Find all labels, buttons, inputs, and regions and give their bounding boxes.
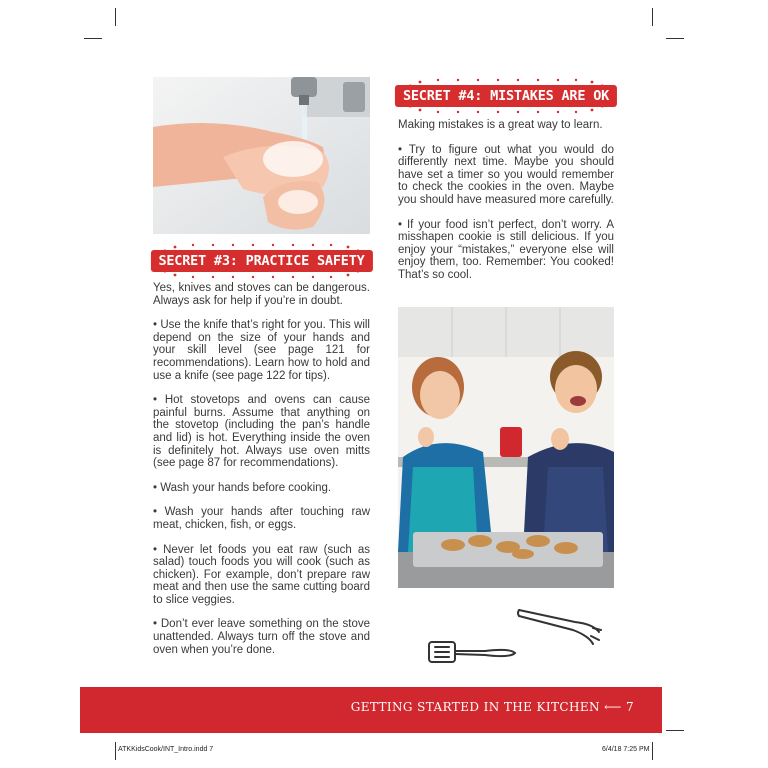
bullet-burns: • Hot stovetops and ovens can cause painful burns. Assume that anything on the stovetop (including the pan’s handle and lid) is hot. Everything inside the oven is definitely hot. Always use oven mitts (see page 87 for recommendations).: [153, 394, 370, 470]
arrow-left-icon: ⟵: [604, 700, 622, 714]
crop-mark: [652, 742, 653, 760]
crop-mark: [652, 8, 653, 26]
crop-mark: [84, 38, 102, 39]
kids-cookies-photo: [398, 307, 614, 588]
slug-date: 6/4/18 7:25 PM: [602, 746, 650, 753]
secret-3-title: SECRET #3: PRACTICE SAFETY: [150, 250, 372, 272]
running-footer: [351, 700, 634, 714]
secret-4-banner: [398, 78, 614, 114]
crop-mark: [666, 730, 684, 731]
bullet-knife: • Use the knife that’s right for you. This will depend on the size of your hands and your skill level (see page 121 for recommendations). Learn how to hold and use a knife (see page 122 for tips).: [153, 319, 370, 382]
page-number: 7: [625, 700, 634, 714]
secret-3-body: [153, 282, 370, 668]
secret-4-body: [398, 119, 614, 294]
secret-3-banner: [153, 243, 370, 279]
bullet-wash-after: • Wash your hands after touching raw meat, chicken, fish, or eggs.: [153, 506, 370, 531]
crop-mark: [115, 742, 116, 760]
bullet-wash-before: • Wash your hands before cooking.: [153, 481, 332, 494]
bullet-stove-unattended: • Don’t ever leave something on the stove unattended. Always turn off the stove and oven when you’re done.: [153, 618, 370, 656]
crop-mark: [666, 38, 684, 39]
spatula-icon: [425, 638, 520, 668]
section-title: GETTING STARTED IN THE KITCHEN: [350, 700, 600, 714]
secret-4-intro: Making mistakes is a great way to learn.: [398, 119, 603, 131]
crop-mark: [115, 8, 116, 26]
slug-file: ATKKidsCook/INT_Intro.indd 7: [118, 746, 214, 753]
tongs-icon: [515, 600, 605, 650]
bullet-figure-out: • Try to figure out what you would do differently next time. Maybe you should have set a timer so you would remember to check the cookies in the oven. Maybe you should have measured more carefully.: [398, 143, 614, 206]
bullet-not-perfect: • If your food isn’t perfect, don’t worry. A misshapen cookie is still delicious. If you enjoy your “mistakes,” everyone else will enjoy them, too. Remember: You cooked! That’s so cool.: [398, 218, 614, 281]
footer-band: [80, 687, 662, 733]
handwashing-photo: [153, 77, 370, 234]
bullet-cross-contamination: • Never let foods you eat raw (such as salad) touch foods you will cook (such as chicken). For example, don’t prepare raw meat and then use the same cutting board to slice veggies.: [153, 543, 370, 606]
secret-4-title: SECRET #4: MISTAKES ARE OK: [395, 85, 617, 107]
secret-3-intro: Yes, knives and stoves can be dangerous. Always ask for help if you’re in doubt.: [153, 282, 370, 307]
